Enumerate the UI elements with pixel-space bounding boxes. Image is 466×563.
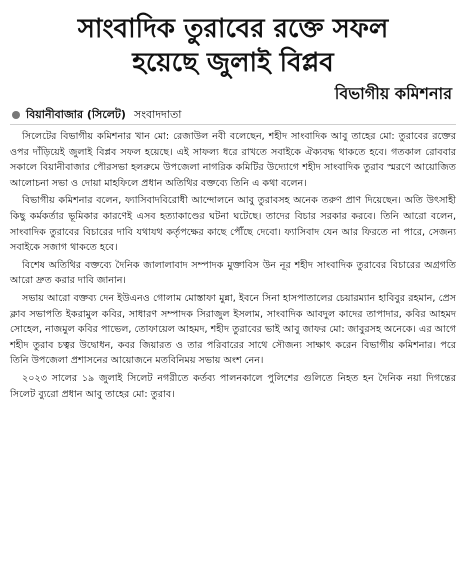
- byline-place: বিয়ানীবাজার (সিলেট): [26, 108, 126, 121]
- headline-line-2: হয়েছে জুলাই বিপ্লব: [132, 48, 334, 78]
- byline: [10, 108, 456, 122]
- paragraph-3: বিশেষ অতিথির বক্তব্যে দৈনিক জালালাবাদ সম্পাদক মুক্তাবিস উন নূর শহীদ সাংবাদিক তুরাবের বিচারের অগ্রগতি আরো দ্রুত করার দাবি জানান।: [10, 259, 456, 287]
- paragraph-2: বিভাগীয় কমিশনার বলেন, ফ্যাসিবাদবিরোধী আন্দোলনে আবু তুরাবসহ অনেক তরুণ প্রাণ দিয়েছেন। অতি উৎসাহী কিছু কর্মকর্তার ভূমিকার কারণেই এসব হত্যাকাণ্ডের ঘটনা ঘটেছে। তাদের বিচার সরকার করবে। তিনি আরো বলেন, সাংবাদিক তুরাবের বিচারের দাবি যথাযথ কর্তৃপক্ষের কাছে পৌঁছে দেবো। ফ্যাসিবাদ যেন আর ফিরতে না পারে, সেজন্য সবাইকে সজাগ থাকতে হবে।: [10, 195, 456, 254]
- bullet-icon: [12, 111, 20, 119]
- headline-line-1: সাংবাদিক তুরাবের রক্তে সফল: [77, 14, 389, 44]
- byline-divider: [10, 124, 456, 125]
- article-body: [10, 129, 456, 402]
- paragraph-1: সিলেটের বিভাগীয় কমিশনার খান মো: রেজাউল নবী বলেছেন, শহীদ সাংবাদিক আবু তাহের মো: তুরাবের রক্তের ওপর দাঁড়িয়েই জুলাই বিপ্লব সফল হয়েছে। এই সাফল্য ধরে রাখতে সবাইকে ঐক্যবদ্ধ থাকতে হবে। গতকাল রোববার সকালে বিয়ানীবাজার পৌরসভা হলরুমে উপজেলা নাগরিক কমিটির উদ্যোগে শহীদ সাংবাদিক তুরাব স্মরণে আয়োজিত আলোচনা সভা ও দোয়া মাহফিলে প্রধান অতিথির বক্তব্যে তিনি এ কথা বলেন।: [10, 131, 456, 189]
- subheadline: বিভাগীয় কমিশনার: [334, 84, 452, 103]
- headline: [10, 0, 456, 80]
- paragraph-4: সভায় আরো বক্তব্য দেন ইউএনও গোলাম মোস্তাফা মুন্না, ইবনে সিনা হাসপাতালের চেয়ারম্যান হাবিবুর রহমান, প্রেস ক্লাব সভাপতি ইকরামুল কবির, সাধারণ সম্পাদক সিরাজুল ইসলাম, সাংবাদিক আবদুল কাদের তাপাদার, কবির আহমদ সোহেল, নাজমুল কবির পাভেল, তোফায়েল আহমদ, শহীদ তুরাবের ভাই আবু জাফর মো: জাবুরসহ অনেকে। এর আগে শহীদ তুরাব চত্বর উদ্বোধন, কবর জিয়ারত ও তার পরিবারের সাথে সৌজন্য সাক্ষাৎ করেন বিভাগীয় কমিশনার। পরে তিনি উপজেলা প্রশাসনের আয়োজনে মতবিনিময় সভায় অংশ নেন।: [10, 292, 456, 367]
- paragraph-5: ২০২৩ সালের ১৯ জুলাই সিলেট নগরীতে কর্তব্য পালনকালে পুলিশের গুলিতে নিহত হন দৈনিক নয়া দিগন্তের সিলেট ব্যুরো প্রধান আবু তাহের মো: তুরাব।: [10, 372, 456, 400]
- byline-role: সংবাদদাতা: [133, 108, 182, 121]
